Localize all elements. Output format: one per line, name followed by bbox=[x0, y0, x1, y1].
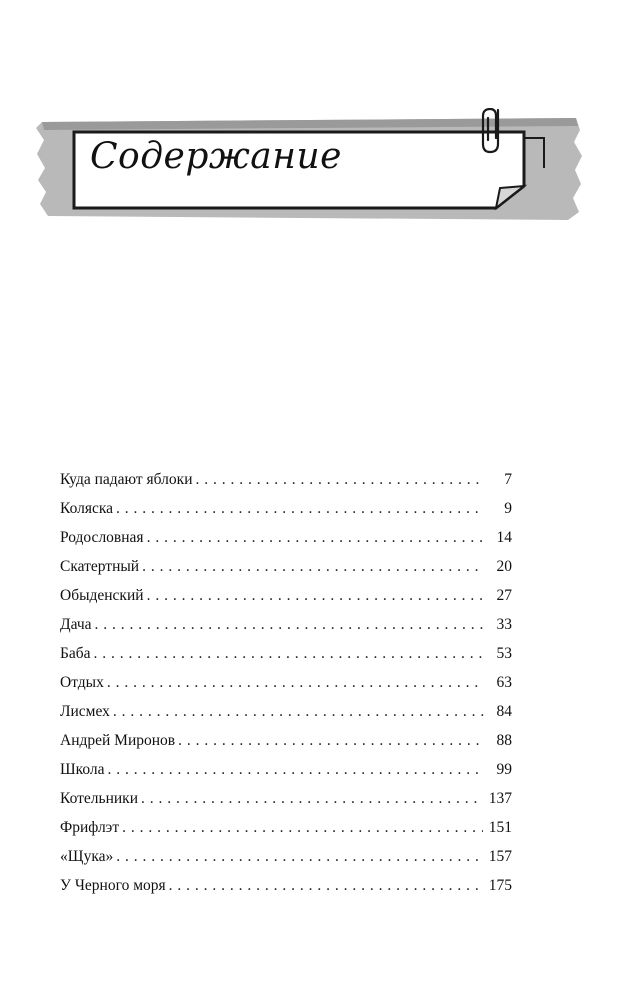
toc-entry-page: 157 bbox=[488, 848, 512, 865]
toc-entry-title: У Черного моря bbox=[60, 877, 166, 894]
dot-leader bbox=[178, 726, 484, 755]
toc-entry[interactable] bbox=[60, 726, 512, 755]
toc-entry-title: Школа bbox=[60, 761, 105, 778]
toc-entry[interactable] bbox=[60, 465, 512, 494]
toc-entry-title: Лисмех bbox=[60, 703, 110, 720]
toc-entry-page: 53 bbox=[496, 645, 512, 662]
dot-leader bbox=[116, 494, 484, 523]
toc-entry-page: 14 bbox=[496, 529, 512, 546]
dot-leader bbox=[94, 639, 484, 668]
toc-entry-title: Отдых bbox=[60, 674, 104, 691]
toc-entry-title: Дача bbox=[60, 616, 92, 633]
header-banner bbox=[28, 108, 588, 228]
toc-entry-page: 20 bbox=[496, 558, 512, 575]
toc-entry-page: 63 bbox=[496, 674, 512, 691]
toc-entry[interactable] bbox=[60, 581, 512, 610]
toc-entry[interactable] bbox=[60, 813, 512, 842]
toc-entry-title: Андрей Миронов bbox=[60, 732, 176, 749]
toc-entry-page: 175 bbox=[488, 877, 512, 894]
toc-entry-page: 9 bbox=[504, 500, 512, 517]
dot-leader bbox=[108, 755, 484, 784]
toc-entry[interactable] bbox=[60, 494, 512, 523]
dot-leader bbox=[122, 813, 483, 842]
toc-entry[interactable] bbox=[60, 871, 512, 900]
toc-entry-page: 99 bbox=[496, 761, 512, 778]
toc-entry[interactable] bbox=[60, 610, 512, 639]
toc-entry-title: Скатертный bbox=[60, 558, 140, 575]
toc-entry-title: Баба bbox=[60, 645, 91, 662]
toc-entry[interactable] bbox=[60, 755, 512, 784]
toc-entry[interactable] bbox=[60, 639, 512, 668]
toc-entry-page: 137 bbox=[488, 790, 512, 807]
dot-leader bbox=[107, 668, 484, 697]
dot-leader bbox=[95, 610, 484, 639]
toc-entry-title: Фрифлэт bbox=[60, 819, 120, 836]
toc-entry[interactable] bbox=[60, 523, 512, 552]
dot-leader bbox=[113, 697, 484, 726]
table-of-contents bbox=[60, 465, 512, 900]
dot-leader bbox=[196, 465, 485, 494]
dot-leader bbox=[116, 842, 482, 871]
dot-leader bbox=[169, 871, 483, 900]
dot-leader bbox=[142, 552, 484, 581]
toc-entry[interactable] bbox=[60, 668, 512, 697]
toc-entry[interactable] bbox=[60, 697, 512, 726]
toc-entry-title: Родословная bbox=[60, 529, 144, 546]
toc-entry-title: Обыденский bbox=[60, 587, 144, 604]
toc-entry-page: 33 bbox=[496, 616, 512, 633]
toc-entry-page: 151 bbox=[488, 819, 512, 836]
toc-entry-title: Коляска bbox=[60, 500, 114, 517]
page-title: Содержание bbox=[90, 136, 342, 177]
toc-entry-title: «Щука» bbox=[60, 848, 114, 865]
toc-entry[interactable] bbox=[60, 842, 512, 871]
dot-leader bbox=[147, 523, 484, 552]
toc-entry-page: 88 bbox=[496, 732, 512, 749]
toc-entry-title: Куда падают яблоки bbox=[60, 471, 193, 488]
toc-entry[interactable] bbox=[60, 552, 512, 581]
dot-leader bbox=[141, 784, 483, 813]
toc-entry-page: 84 bbox=[496, 703, 512, 720]
toc-entry-page: 7 bbox=[504, 471, 512, 488]
toc-entry-page: 27 bbox=[496, 587, 512, 604]
toc-entry[interactable] bbox=[60, 784, 512, 813]
toc-entry-title: Котельники bbox=[60, 790, 138, 807]
dot-leader bbox=[147, 581, 484, 610]
